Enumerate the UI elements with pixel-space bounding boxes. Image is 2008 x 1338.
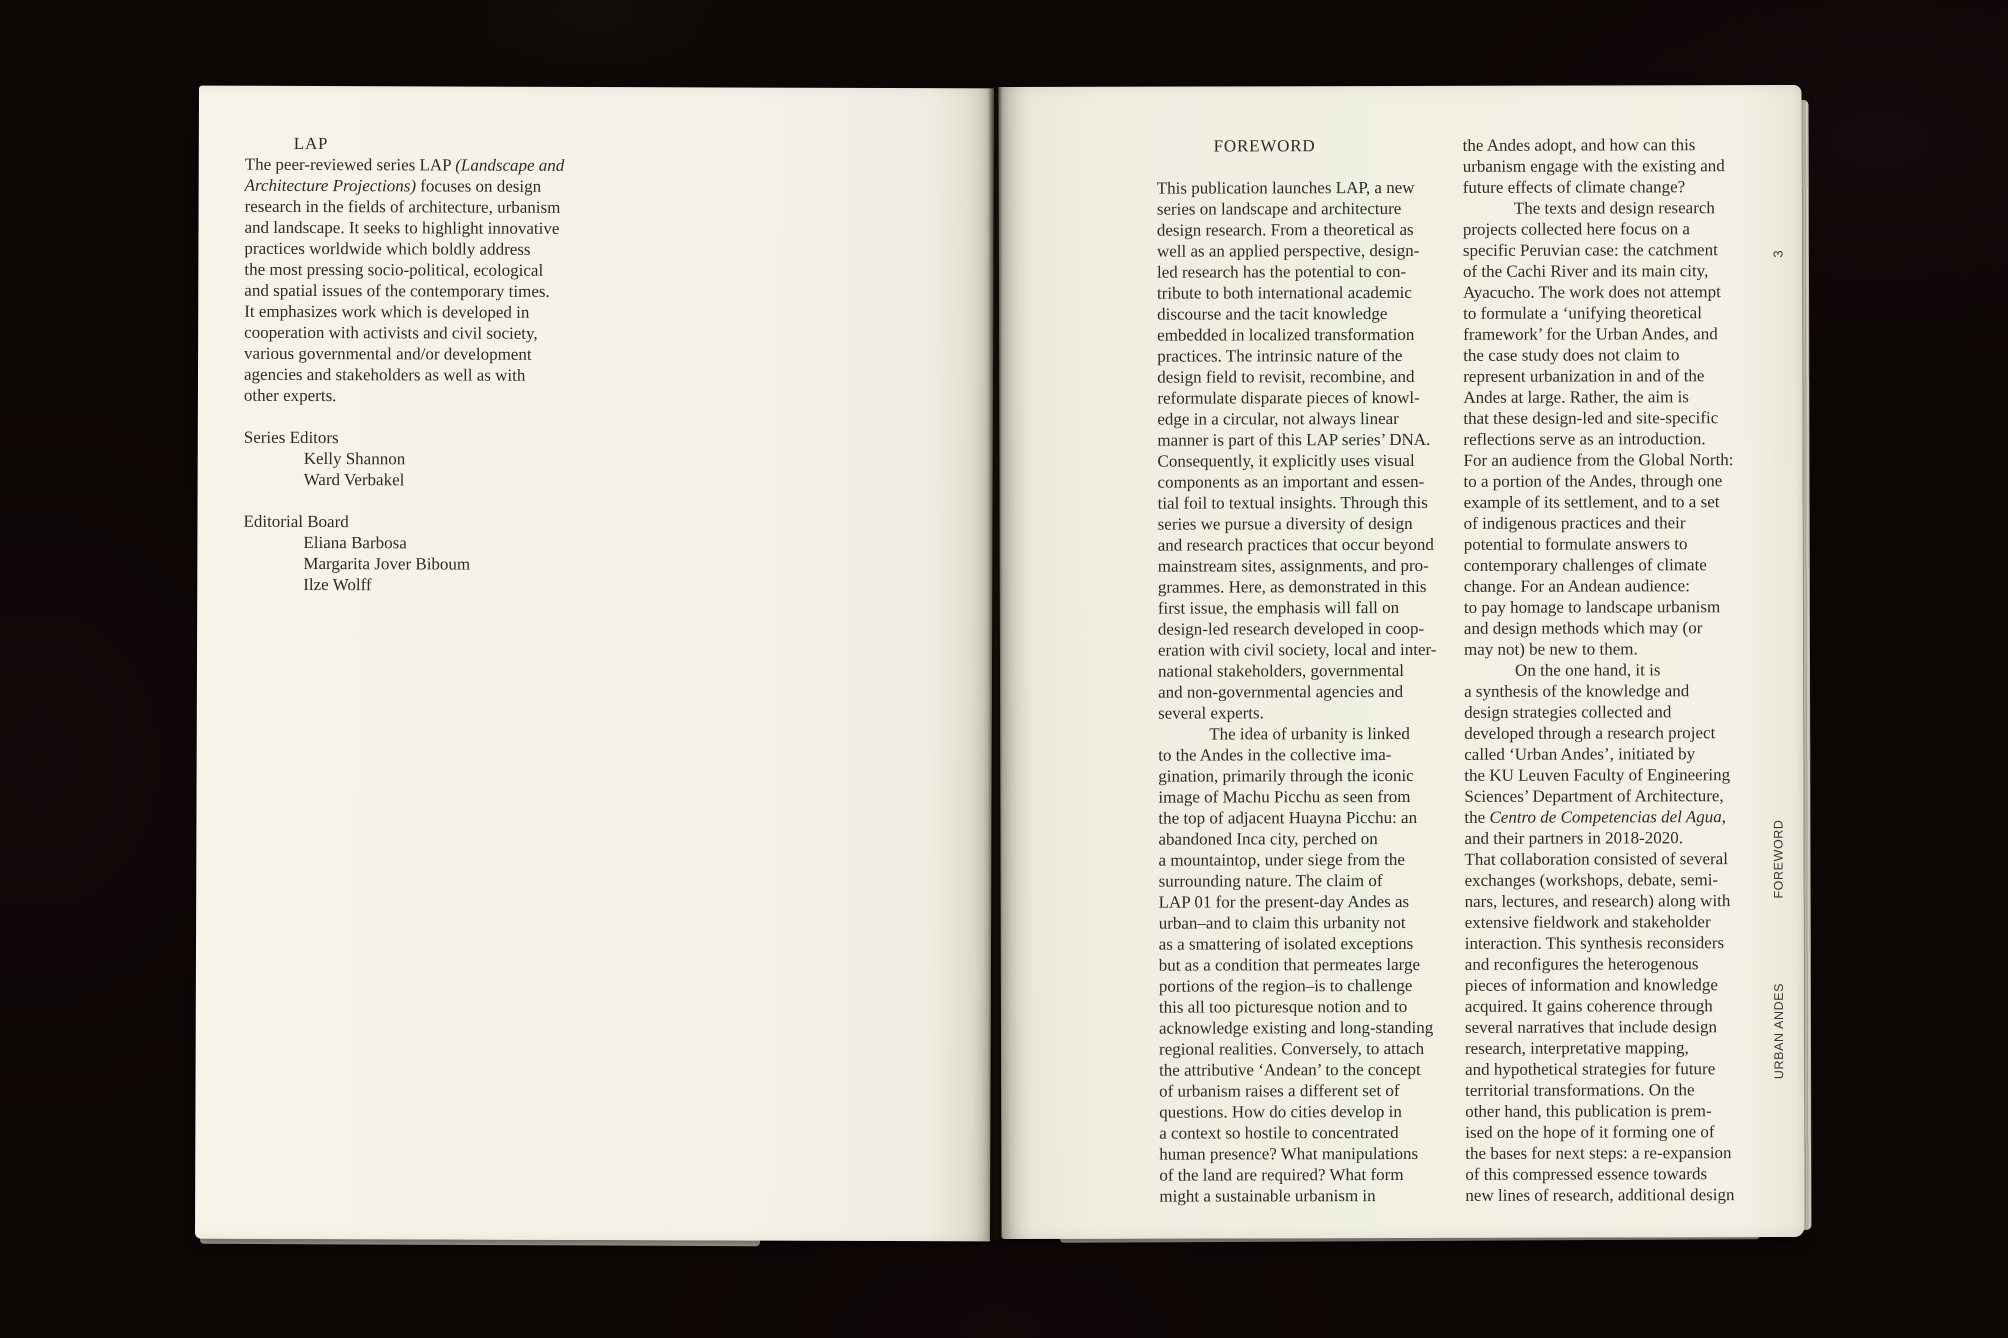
spacer xyxy=(244,406,564,428)
running-title-foreword: FOREWORD xyxy=(1771,819,1786,899)
series-title: LAP xyxy=(293,133,329,154)
editorial-board-label: Editorial Board xyxy=(243,511,349,532)
series-intro-paragraph: The peer-reviewed series LAP (Landscape and Architecture Projections) focuses on design research in the fields of architecture, urbanism and landscape. It seeks to highlight innovative practices worldwide which boldly address the most pressing socio-political, ecological and spatial issues of the contemporary times. It emphasizes work which is developed in cooperation with activists and civil society, various governmental and/or development agencies and stakeholders as well as with other experts. xyxy=(243,154,565,406)
foreword-column-1 xyxy=(1157,135,1460,1207)
book-gutter xyxy=(988,87,1002,1239)
running-title-urban-andes: URBAN ANDES xyxy=(1771,982,1787,1080)
spacer xyxy=(1157,156,1457,178)
foreword-heading: FOREWORD xyxy=(1213,136,1316,156)
right-page xyxy=(998,85,1804,1239)
page-number: 3 xyxy=(1770,250,1786,258)
editorial-board-list: Eliana Barbosa Margarita Jover Biboum Ilze Wolff xyxy=(303,532,471,595)
foreword-column-1-lines: This publication launches LAP, a new series on landscape and architecture design research. From a theoretical as well as an applied perspective, design- led research has the potential to con- tribute to both international academic discourse and the tacit knowledge embedded in localized transformation practices. The intrinsic nature of the design field to revisit, recombine, and reformulate disparate pieces of knowl- edge in a circular, not always linear manner is part of this LAP series’ DNA. Consequently, it explicitly uses visual components as an important and essen- tial foil to textual insights. Through this series we pursue a diversity of design and research practices that occur beyond mainstream sites, assignments, and pro- grammes. Here, as demonstrated in this first issue, the emphasis will fall on design-led research developed in coop- eration with civil society, local and inter- national stakeholders, governmental and non-governmental agencies and several experts. The idea of urbanity is linked to the Andes in the collective ima- gination, primarily through the iconic image of Machu Picchu as seen from the top of adjacent Huayna Picchu: an abandoned Inca city, perched on a mountaintop, under siege from the surrounding nature. The claim of LAP 01 for the present-day Andes as urban–and to claim this urbanity not as a smattering of isolated exceptions but as a condition that permeates large portions of the region–is to challenge this all too picturesque notion and to acknowledge existing and long-standing regional realities. Conversely, to attach the attributive ‘Andean’ to the concept of urbanism raises a different set of questions. How do cities develop in a context so hostile to concentrated human presence? What manipulations of the land are required? What form might a sustainable urbanism in xyxy=(1156,177,1437,1206)
foreword-column-2-lines: the Andes adopt, and how can this urbanism engage with the existing and future effects of climate change? The texts and design research projects collected here focus on a specific Peruvian case: the catchment of the Cachi River and its main city, Ayacucho. The work does not attempt to formulate a ‘unifying theoretical framework’ for the Urban Andes, and the case study does not claim to represent urbanization in and of the Andes at large. Rather, the aim is that these design-led and site-specific reflections serve as an introduction. For an audience from the Global North: to a portion of the Andes, through one example of its settlement, and to a set of indigenous practices and their potential to formulate answers to contemporary challenges of climate change. For an Andean audience: to pay homage to landscape urbanism and design methods which may (or may not) be new to them. On the one hand, it is a synthesis of the knowledge and design strategies collected and developed through a research project called ‘Urban Andes’, initiated by the KU Leuven Faculty of Engineering Sciences’ Department of Architecture, the Centro de Competencias del Agua, and their partners in 2018-2020. That collaboration consisted of several exchanges (workshops, debate, semi- nars, lectures, and research) along with extensive fieldwork and stakeholder interaction. This synthesis reconsiders and reconfigures the heterogenous pieces of information and knowledge acquired. It gains coherence through several narratives that include design research, interpretative mapping, and hypothetical strategies for future territorial transformations. On the other hand, this publication is prem- ised on the hope of it forming one of the bases for next steps: a re-expansion of this compressed essence towards new lines of research, additional design xyxy=(1462,135,1735,1205)
series-editors-list: Kelly Shannon Ward Verbakel xyxy=(303,448,406,490)
left-page-text xyxy=(243,133,564,596)
series-editors-label: Series Editors xyxy=(243,427,339,448)
foreword-column-2 xyxy=(1463,134,1766,1206)
spacer xyxy=(244,490,564,512)
left-page xyxy=(195,86,994,1242)
